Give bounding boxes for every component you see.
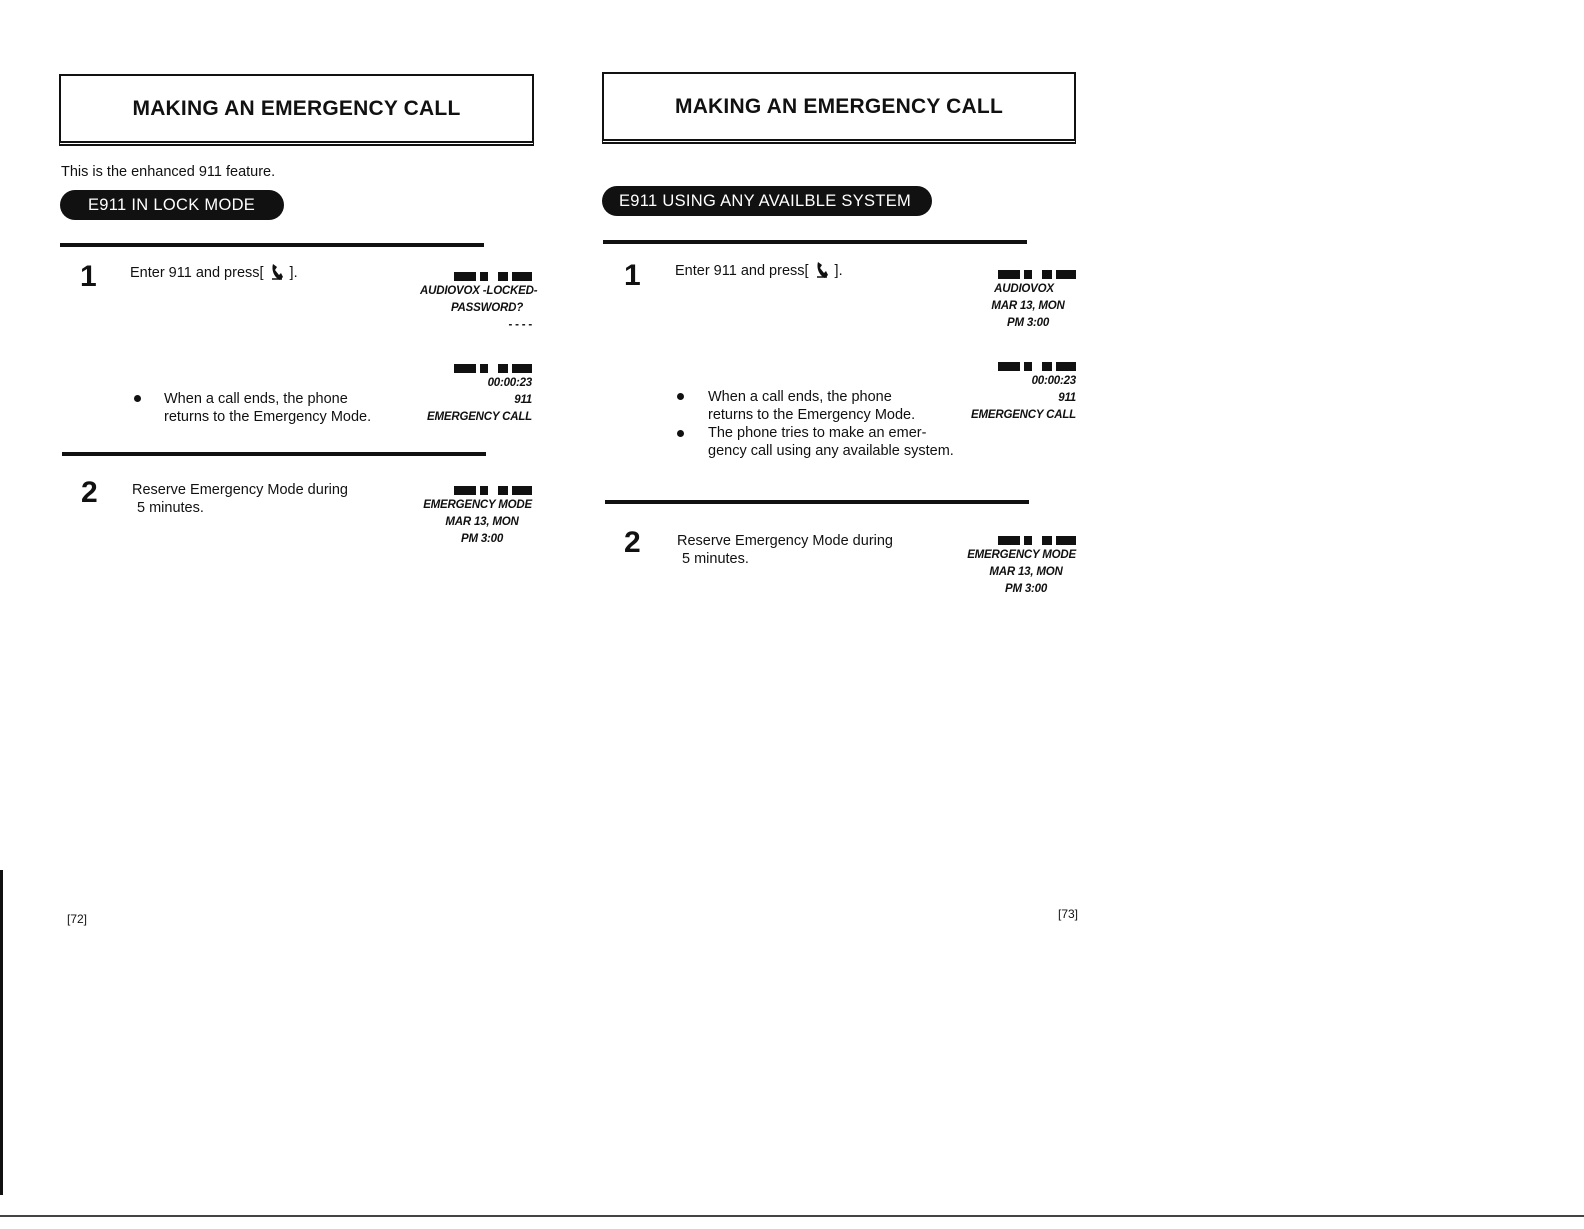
bullet-icon: [677, 393, 684, 400]
status-indicators-icon: [420, 270, 532, 283]
lcd-line: PM 3:00: [1004, 583, 1048, 595]
lcd-line: AUDIOVOX -LOCKED-: [420, 285, 538, 297]
left-step2-lcd: [420, 484, 532, 548]
left-page-title: MAKING AN EMERGENCY CALL: [132, 96, 461, 120]
scan-edge-line: [0, 870, 3, 1195]
bullet-icon: [134, 395, 141, 402]
left-step1-instruction: [130, 263, 298, 282]
right-page-number: [73]: [1058, 907, 1079, 921]
status-indicators-icon: [420, 362, 532, 375]
send-key-icon: [270, 263, 284, 281]
send-key-icon: [815, 261, 829, 279]
bullet-icon: [677, 430, 684, 437]
lcd-line: PASSWORD?: [450, 302, 524, 314]
lcd-line: AUDIOVOX: [994, 283, 1054, 295]
lcd-line: EMERGENCY MODE: [423, 499, 532, 511]
right-section-pill-label: E911 USING ANY AVAILBLE SYSTEM: [619, 191, 912, 210]
lcd-line: - - - -: [508, 319, 532, 331]
status-indicators-icon: [962, 268, 1076, 281]
lcd-line: PM 3:00: [460, 533, 504, 545]
bullet-line: returns to the Emergency Mode.: [708, 407, 916, 423]
right-step1-text-before: Enter 911 and press[: [675, 263, 809, 279]
right-page-title: MAKING AN EMERGENCY CALL: [675, 94, 1003, 118]
right-step2-number: 2: [624, 526, 641, 559]
scan-bottom-line: [0, 1215, 1584, 1217]
bullet-line: returns to the Emergency Mode.: [164, 409, 372, 425]
right-page-title-box: [602, 72, 1076, 144]
step2-line: Reserve Emergency Mode during: [677, 533, 893, 549]
bullet-line: The phone tries to make an emer-: [708, 425, 927, 441]
left-page-title-box: [59, 74, 534, 146]
left-step2-text: [132, 481, 348, 517]
left-step1-rule: [60, 243, 484, 247]
left-step1-text-before: Enter 911 and press[: [130, 265, 264, 281]
lcd-line: 911: [1058, 392, 1076, 404]
left-page-number: [72]: [67, 912, 88, 926]
right-step2-rule: [605, 500, 1029, 504]
right-step1-text-after: ].: [834, 263, 843, 279]
lcd-line: EMERGENCY MODE: [967, 549, 1076, 561]
step2-line: 5 minutes.: [137, 500, 204, 516]
right-step2-lcd: [962, 534, 1076, 598]
left-intro-text: This is the enhanced 911 feature.: [61, 164, 276, 180]
left-step1-lcd-a: [420, 270, 538, 334]
right-step1-instruction: [675, 261, 843, 280]
right-step1-rule: [603, 240, 1027, 244]
right-step1-number: 1: [624, 259, 641, 292]
right-step1-lcd-b: [962, 360, 1076, 424]
right-step2-text: [677, 532, 893, 568]
lcd-line: PM 3:00: [1006, 317, 1050, 329]
status-indicators-icon: [962, 534, 1076, 547]
left-step1-text-after: ].: [289, 265, 298, 281]
lcd-line: EMERGENCY CALL: [971, 409, 1076, 421]
lcd-line: MAR 13, MON: [445, 516, 519, 528]
status-indicators-icon: [420, 484, 532, 497]
lcd-line: 911: [514, 394, 532, 406]
right-step1-bullet1: [708, 388, 915, 424]
lcd-line: EMERGENCY CALL: [427, 411, 532, 423]
right-section-pill: [602, 186, 932, 216]
right-step1-bullet2: [708, 424, 954, 460]
lcd-line: MAR 13, MON: [989, 566, 1063, 578]
status-indicators-icon: [962, 360, 1076, 373]
lcd-line: 00:00:23: [487, 377, 532, 389]
left-step2-rule: [62, 452, 486, 456]
bullet-line: When a call ends, the phone: [164, 391, 348, 407]
right-step1-lcd-a: [962, 268, 1076, 332]
bullet-line: gency call using any available system.: [708, 443, 954, 459]
step2-line: Reserve Emergency Mode during: [132, 482, 348, 498]
left-step1-bullet: [164, 390, 371, 426]
lcd-line: MAR 13, MON: [991, 300, 1065, 312]
step2-line: 5 minutes.: [682, 551, 749, 567]
lcd-line: 00:00:23: [1031, 375, 1076, 387]
left-step1-lcd-b: [420, 362, 532, 426]
bullet-line: When a call ends, the phone: [708, 389, 892, 405]
left-section-pill: [60, 190, 284, 220]
left-step1-number: 1: [80, 260, 97, 293]
left-section-pill-label: E911 IN LOCK MODE: [88, 195, 256, 214]
left-step2-number: 2: [81, 476, 98, 509]
